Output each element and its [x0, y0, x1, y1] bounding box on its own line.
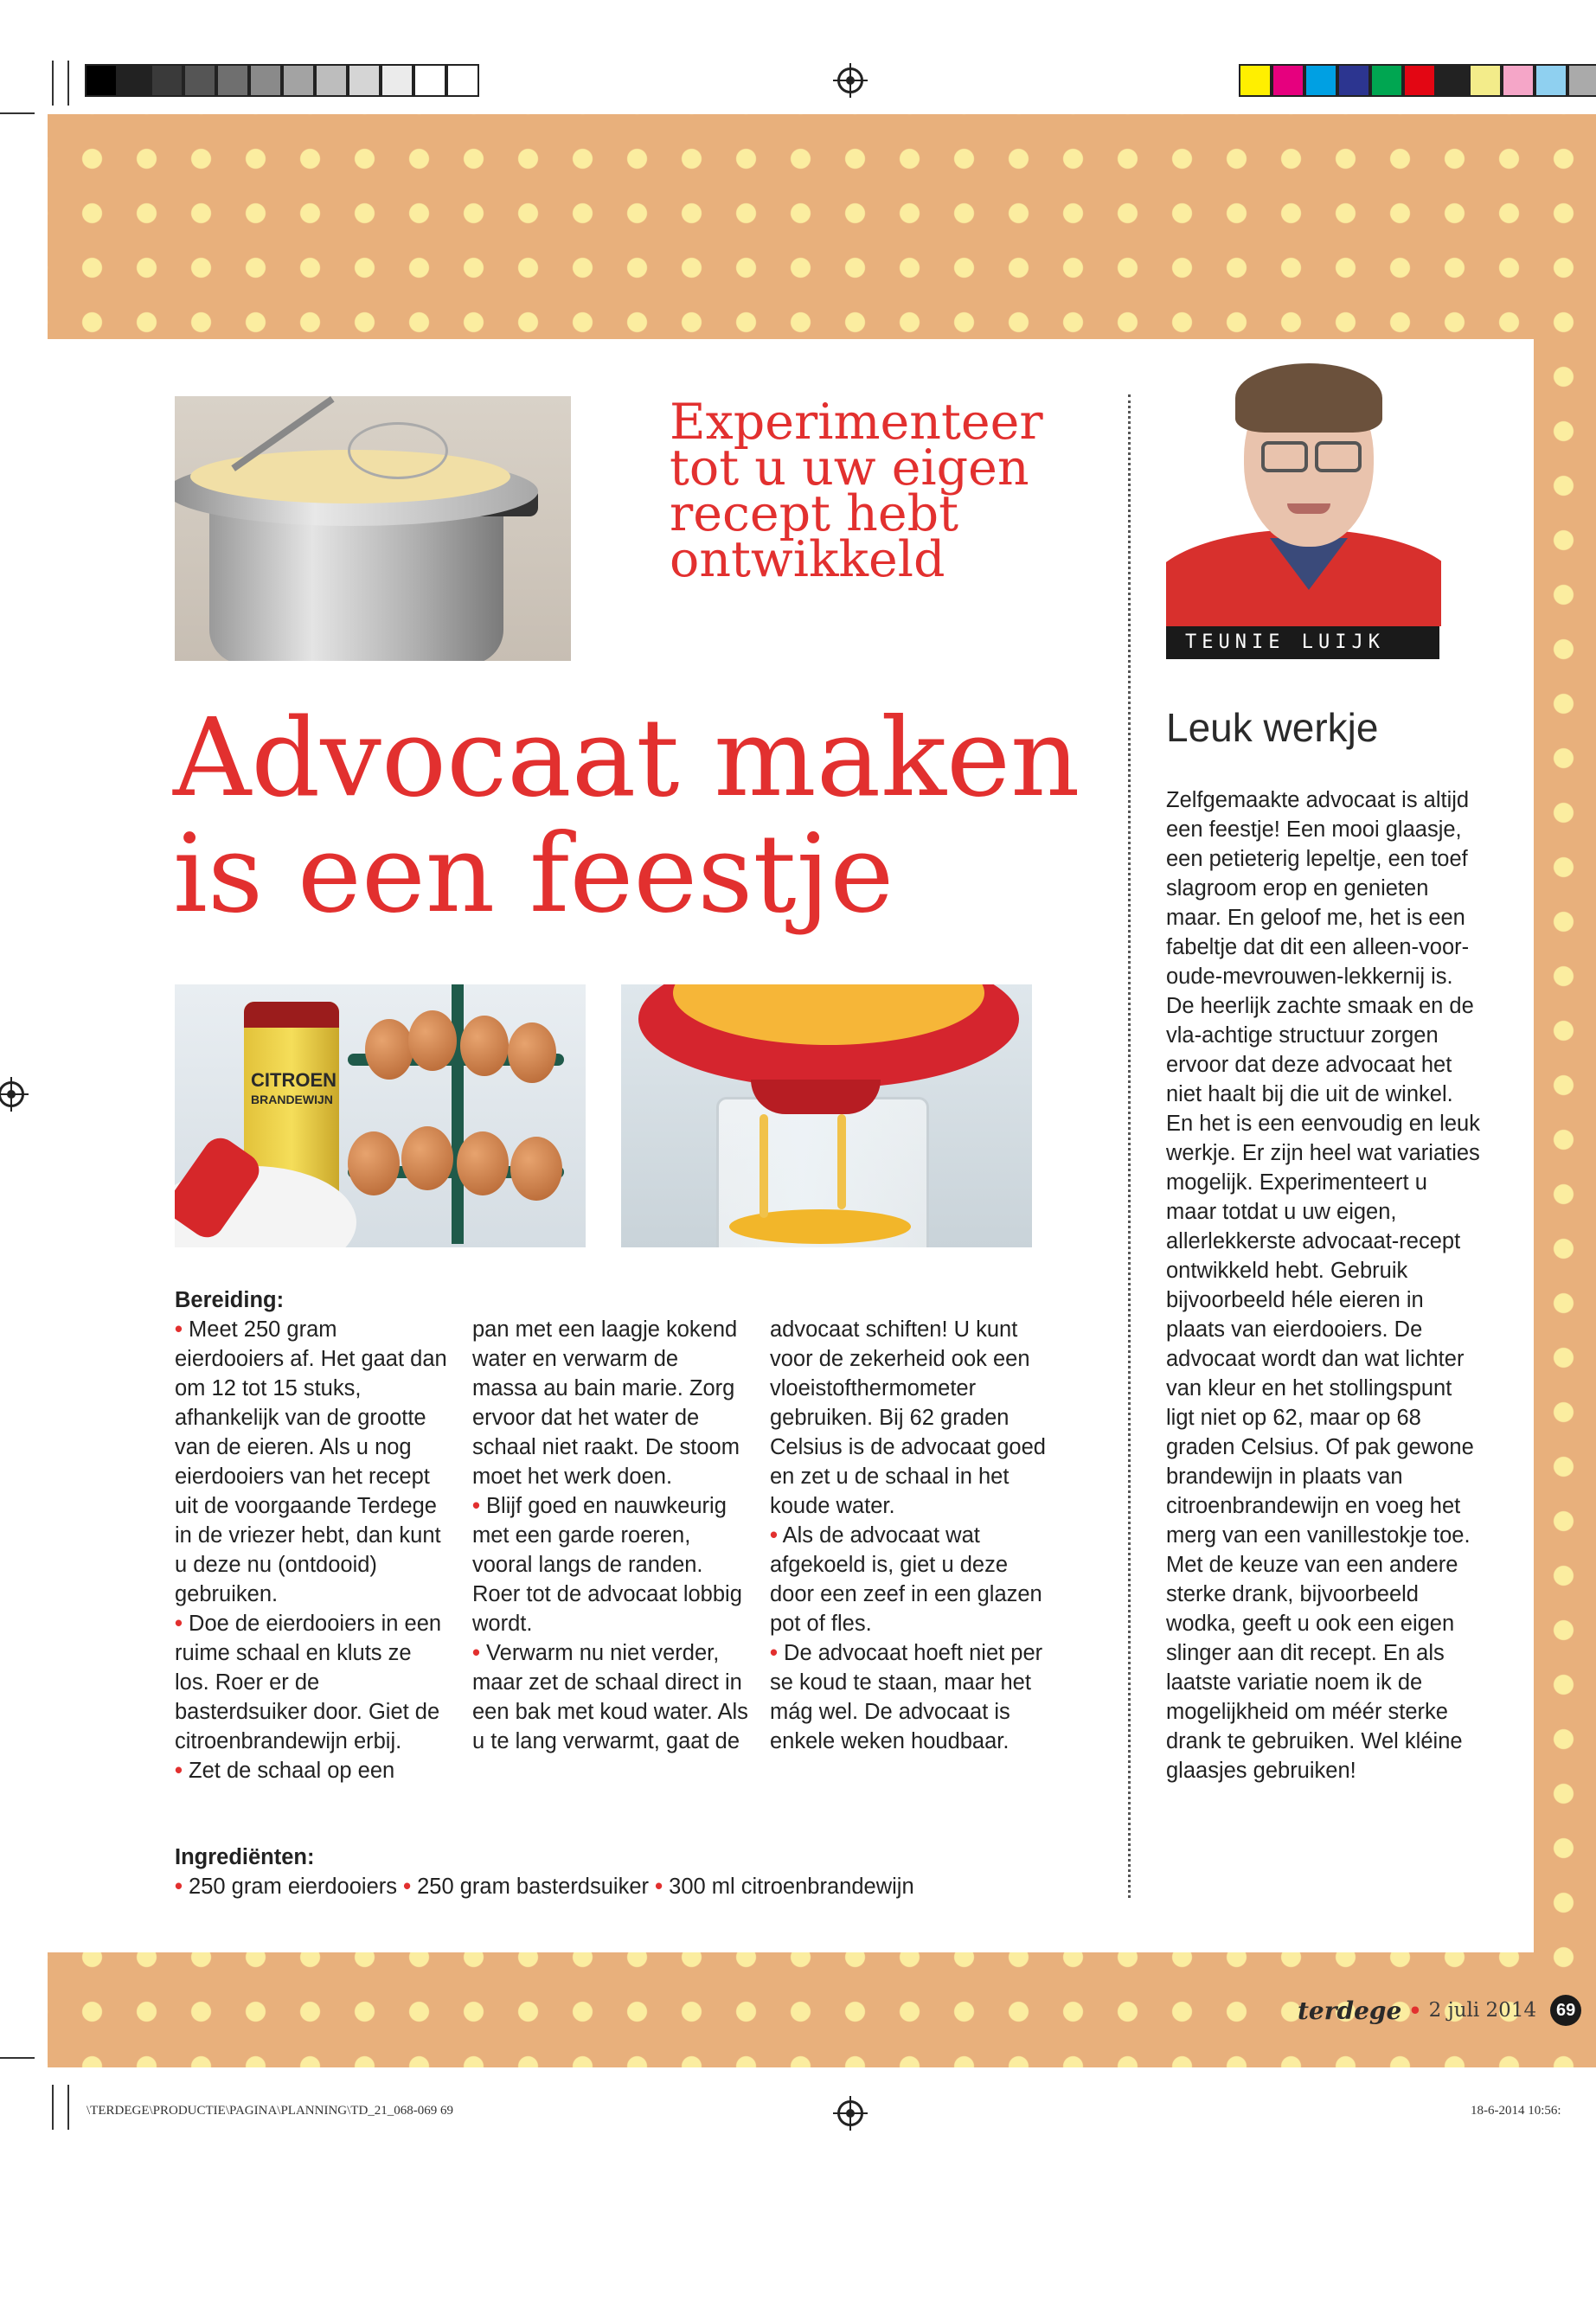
page-number-badge: 69 [1550, 1995, 1581, 2026]
step-paragraph [472, 1315, 749, 1491]
bullet-icon: • [175, 1875, 183, 1899]
ingredient-item: 250 gram basterdsuiker [417, 1875, 650, 1899]
title-line-1: Advocaat maken [173, 695, 1080, 821]
trim-mark [67, 2085, 69, 2130]
magazine-logo: terdege [1298, 1996, 1402, 2025]
trim-mark [67, 61, 69, 106]
step-text: Verwarm nu niet verder, maar zet de schaal direct in een bak met koud water. Als u te lang verwarmt, gaat de [472, 1641, 748, 1753]
print-slug-timestamp: 18-6-2014 10:56: [1471, 2104, 1561, 2118]
bottle-label [251, 1069, 337, 1109]
trim-mark [0, 2057, 35, 2059]
ingredienten-list [175, 1872, 914, 1901]
step-paragraph [770, 1638, 1055, 1756]
page-title [173, 695, 1116, 937]
title-line-2: is een feestje [173, 811, 894, 937]
step-text: Zet de schaal op een [189, 1759, 395, 1783]
author-photo [1166, 356, 1441, 626]
issue-date: 2 juli 2014 [1428, 1999, 1537, 2022]
print-slug-path: \TERDEGE\PRODUCTIE\PAGINA\PLANNING\TD_21_068-069 69 [87, 2104, 454, 2118]
bereiding-column-3 [770, 1315, 1055, 1756]
bullet-icon: • [175, 1317, 183, 1342]
step-paragraph [472, 1491, 749, 1638]
step-text: pan met een laagje kokend water en verwarm de massa au bain marie. Zorg ervoor dat het water de schaal niet raakt. De stoom moet het werk doen. [472, 1317, 740, 1489]
bottle-label-line-2: BRANDEWIJN [251, 1093, 333, 1106]
sidebar-heading: Leuk werkje [1166, 705, 1379, 750]
registration-mark-icon [837, 2100, 863, 2126]
registration-mark-icon [0, 1081, 24, 1107]
trim-mark [0, 112, 35, 114]
ingredienten-heading: Ingrediënten: [175, 1845, 315, 1869]
registration-mark-icon [837, 67, 863, 93]
bottle-label-line-1: CITROEN [251, 1069, 337, 1091]
bullet-icon: • [472, 1494, 480, 1518]
step-paragraph [175, 1756, 452, 1785]
step-paragraph [472, 1638, 749, 1756]
trim-mark [52, 2085, 54, 2130]
trim-mark [52, 61, 54, 106]
bullet-icon: • [403, 1875, 412, 1899]
photo-ingredients [175, 984, 586, 1247]
bullet-icon: • [1408, 1997, 1422, 2023]
ingredient-item: 250 gram eierdooiers [189, 1875, 397, 1899]
bereiding-column-2 [472, 1315, 749, 1756]
bullet-icon: • [175, 1759, 183, 1783]
step-text: advocaat schiften! U kunt voor de zekerheid ook een vloeistofthermometer gebruiken. Bij 62 graden Celsius is de advocaat goed en zet u de schaal in het koude water. [770, 1317, 1046, 1518]
bullet-icon: • [770, 1523, 778, 1548]
step-paragraph [175, 1315, 452, 1609]
sidebar-text: Zelfgemaakte advocaat is altijd een feestje! Een mooi glaasje, een petieterig lepeltje, een toef slagroom erop en genieten maar. En geloof me, het is een fabeltje dat dit een alleen-voor-oude-mevrouwen-lekkernij is. De heerlijk zachte smaak en de vla-achtige structuur zorgen ervoor dat deze advocaat het niet haalt bij die uit de winkel. En het is een eenvoudig en leuk werkje. Er zijn heel wat variaties mogelijk. Experimenteert u maar totdat u uw eigen, allerlekkerste advocaat-recept ontwikkeld hebt. Gebruik bijvoorbeeld héle eieren in plaats van eierdooiers. De advocaat wordt dan wat lichter van kleur en het stollingspunt ligt niet op 62, maar op 68 graden Celsius. Of pak gewone brandewijn in plaats van citroenbrandewijn en voeg het merg van een vanillestokje toe. Met de keuze van een andere sterke drank, bijvoorbeeld wodka, geeft u ook een eigen slinger aan dit recept. En als laatste variatie noem ik de mogelijkheid om méér sterke drank te gebruiken. Wel kléine glaasjes gebruiken! [1166, 788, 1480, 1783]
bereiding-heading: Bereiding: [175, 1288, 285, 1312]
page-footer [1298, 1991, 1581, 2029]
bullet-icon: • [472, 1641, 480, 1665]
pull-quote: Experimenteer tot u uw eigen recept hebt ontwikkeld [670, 394, 1043, 588]
step-paragraph [770, 1315, 1055, 1521]
photo-bain-marie [175, 396, 571, 661]
ingredient-item: 300 ml citroenbrandewijn [669, 1875, 914, 1899]
bullet-icon: • [655, 1875, 663, 1899]
photo-sieve-jar [621, 984, 1032, 1247]
step-text: Doe de eierdooiers in een ruime schaal en kluts ze los. Roer er de basterdsuiker door. Giet de citroenbrandewijn erbij. [175, 1612, 442, 1753]
bereiding-column-1 [175, 1315, 452, 1785]
step-paragraph [770, 1521, 1055, 1638]
step-text: Als de advocaat wat afgekoeld is, giet u deze door een zeef in een glazen pot of fles. [770, 1523, 1042, 1636]
step-paragraph [175, 1609, 452, 1756]
step-text: Blijf goed en nauwkeurig met een garde roeren, vooral langs de randen. Roer tot de advocaat lobbig wordt. [472, 1494, 742, 1636]
step-text: Meet 250 gram eierdooiers af. Het gaat dan om 12 tot 15 stuks, afhankelijk van de grootte van de eieren. Als u nog eierdooiers van het recept uit de voorgaande Terdege in de vriezer hebt, dan kunt u deze nu (ontdooid) gebruiken. [175, 1317, 447, 1606]
step-text: De advocaat hoeft niet per se koud te staan, maar het mág wel. De advocaat is enkele weken houdbaar. [770, 1641, 1043, 1753]
bullet-icon: • [175, 1612, 183, 1636]
bullet-icon: • [770, 1641, 778, 1665]
author-name-label: TEUNIE LUIJK [1166, 626, 1439, 659]
column-divider [1128, 394, 1131, 1898]
